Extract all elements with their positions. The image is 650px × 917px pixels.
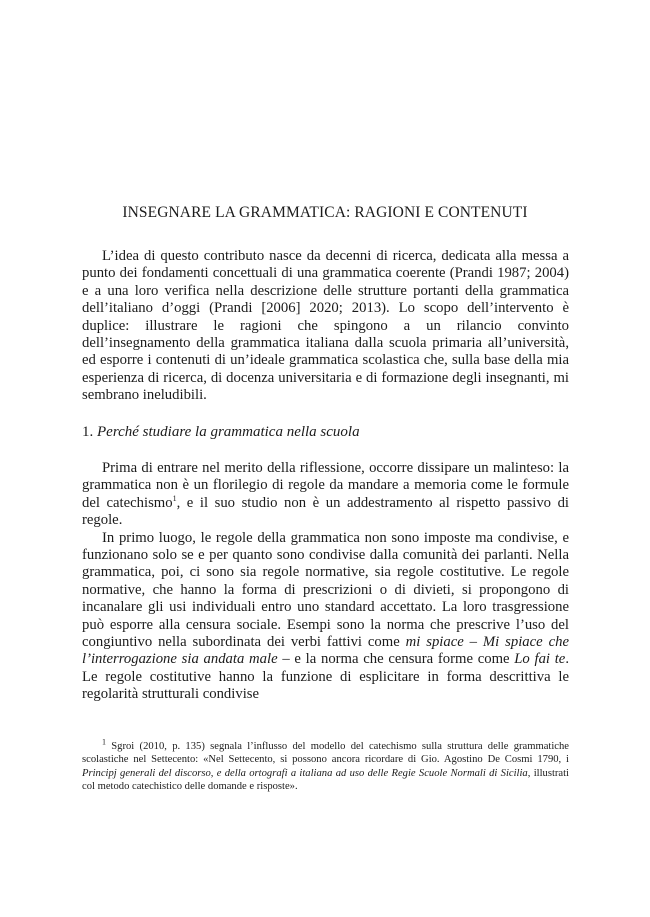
body-paragraph-2 bbox=[82, 530, 569, 704]
section-heading bbox=[82, 424, 360, 441]
example-sentence-1: mi spiace – Mi spiace che l’interrogazione sia andata male bbox=[82, 634, 569, 668]
footnote-cited-title: Principj generali del discorso, e della ortografi a italiana ad uso delle Regie Scuole Normali di Sicilia bbox=[82, 767, 528, 779]
paragraph-2-text-mid: – e la norma che censura forme come bbox=[277, 651, 515, 668]
footnote-reference[interactable]: 1 bbox=[172, 493, 177, 503]
intro-paragraph bbox=[82, 248, 569, 405]
section-title: Perché studiare la grammatica nella scuola bbox=[97, 424, 360, 440]
paragraph-1-text: Prima di entrare nel merito della riflessione, occorre dissipare un malinteso: la grammatica non è un florilegio di regole da mandare a memoria come le formule del catechismo bbox=[82, 460, 569, 511]
chapter-title: INSEGNARE LA GRAMMATICA: RAGIONI E CONTENUTI bbox=[122, 204, 528, 221]
footnote-1 bbox=[82, 737, 569, 793]
section-number: 1. bbox=[82, 424, 94, 440]
paragraph-1-text-end: , e il suo studio non è un addestramento al rispetto passivo di regole. bbox=[82, 494, 570, 529]
intro-text: L’idea di questo contributo nasce da decenni di ricerca, dedicata alla messa a punto dei fondamenti concettuali di una grammatica coerente (Prandi 1987; 2004) e a una loro verifica nella descrizione delle strutture portanti della grammatica dell’italiano d’oggi (Prandi [2006] 2020; 2013). Lo scopo dell’intervento è duplice: illustrare le ragioni che spingono a un rilancio convinto dell’insegnamento della grammatica italiana dalla scuola primaria all’università, ed esporre i contenuti di un’ideale grammatica scolastica che, sulla base della mia esperienza di ricerca, di docenza universitaria e di formazione degli insegnanti, mi sembrano ineludibili. bbox=[82, 248, 569, 404]
body-paragraph-1 bbox=[82, 460, 569, 530]
section-body bbox=[82, 460, 569, 704]
footnote-text: Sgroi (2010, p. 135) segnala l’influsso del modello del catechismo sulla struttura delle grammatiche scolastiche nel Settecento: «Nel Settecento, si possono ancora ricordare di Gio. Agostino De Cosmi 1790, i bbox=[82, 741, 569, 766]
example-sentence-2: Lo fai te bbox=[514, 651, 566, 668]
paragraph-2-text: In primo luogo, le regole della grammatica non sono imposte ma condivise, e funzionano solo se e per quanto sono condivise dalla comunità dei parlanti. Nella grammatica, poi, ci sono sia regole normative, sia regole costitutive. Le regole normative, che hanno la forma di prescrizioni o di divieti, si propongono di incanalare gli usi individuali entro uno standard accettato. La loro trasgressione può esporre alla censura sociale. Esempi sono la norma che prescrive l’uso del congiuntivo nella subordinata dei verbi fattivi come bbox=[82, 529, 569, 651]
paragraph-2-text-end: . Le regole costitutive hanno la funzione di esplicitare in forma descrittiva le regolarità strutturali condivise bbox=[82, 651, 569, 703]
footnote-number: 1 bbox=[102, 737, 106, 747]
footnote-text-end: , illustrati col metodo catechistico delle domande e risposte». bbox=[82, 767, 569, 792]
